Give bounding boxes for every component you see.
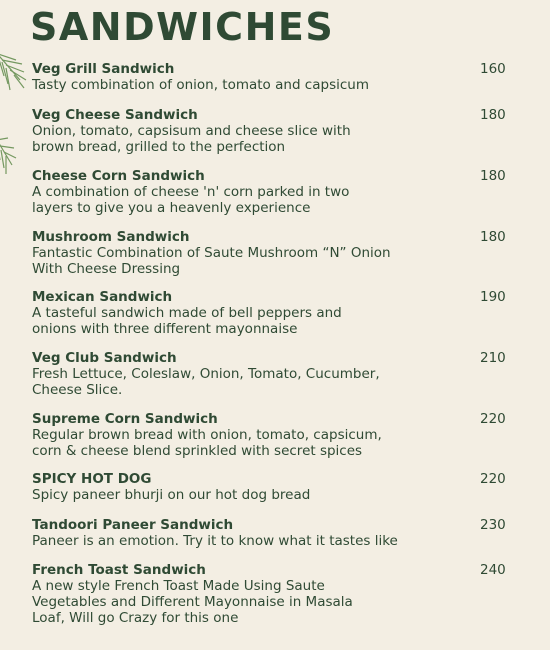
page-title: SANDWICHES <box>30 5 335 49</box>
menu-item-description: Tasty combination of onion, tomato and capsicum <box>32 77 369 93</box>
menu-item-description: A tasteful sandwich made of bell peppers and onions with three different mayonnaise <box>32 305 342 337</box>
menu-item-price: 180 <box>480 229 506 245</box>
menu-item-description: A combination of cheese 'n' corn parked in two layers to give you a heavenly experience <box>32 184 350 216</box>
palm-leaf-decoration <box>0 40 34 200</box>
menu-item-name: Veg Grill Sandwich <box>32 61 175 77</box>
menu-list <box>32 61 522 626</box>
menu-item-description: Onion, tomato, capsisum and cheese slice with brown bread, grilled to the perfection <box>32 123 351 155</box>
menu-item <box>32 168 522 229</box>
menu-item-price: 180 <box>480 168 506 184</box>
menu-item-name: SPICY HOT DOG <box>32 471 152 487</box>
menu-item <box>32 562 522 626</box>
menu-item-name: Mushroom Sandwich <box>32 229 190 245</box>
menu-item-name: French Toast Sandwich <box>32 562 206 578</box>
menu-item-description: Fresh Lettuce, Coleslaw, Onion, Tomato, Cucumber, Cheese Slice. <box>32 366 380 398</box>
menu-item-price: 220 <box>480 411 506 427</box>
menu-item <box>32 517 522 562</box>
menu-item <box>32 350 522 411</box>
menu-item-price: 220 <box>480 471 506 487</box>
menu-item <box>32 471 522 517</box>
menu-item-name: Mexican Sandwich <box>32 289 173 305</box>
menu-item-description: A new style French Toast Made Using Saute Vegetables and Different Mayonnaise in Masala Loaf, Will go Crazy for this one <box>32 578 353 626</box>
menu-item-description: Regular brown bread with onion, tomato, capsicum, corn & cheese blend sprinkled with secret spices <box>32 427 382 459</box>
menu-item <box>32 411 522 471</box>
menu-item-description: Spicy paneer bhurji on our hot dog bread <box>32 487 311 503</box>
menu-item <box>32 61 522 107</box>
menu-item-price: 160 <box>480 61 506 77</box>
menu-item <box>32 229 522 289</box>
menu-item-price: 230 <box>480 517 506 533</box>
menu-item-price: 210 <box>480 350 506 366</box>
menu-item-price: 190 <box>480 289 506 305</box>
menu-item <box>32 289 522 350</box>
menu-item-name: Veg Club Sandwich <box>32 350 177 366</box>
menu-item-name: Supreme Corn Sandwich <box>32 411 218 427</box>
menu-item-description: Fantastic Combination of Saute Mushroom “N” Onion With Cheese Dressing <box>32 245 391 277</box>
menu-item-name: Tandoori Paneer Sandwich <box>32 517 234 533</box>
menu-item-name: Veg Cheese Sandwich <box>32 107 198 123</box>
menu-item-name: Cheese Corn Sandwich <box>32 168 205 184</box>
menu-item-description: Paneer is an emotion. Try it to know what it tastes like <box>32 533 398 549</box>
menu-item-price: 180 <box>480 107 506 123</box>
menu-item-price: 240 <box>480 562 506 578</box>
menu-item <box>32 107 522 168</box>
